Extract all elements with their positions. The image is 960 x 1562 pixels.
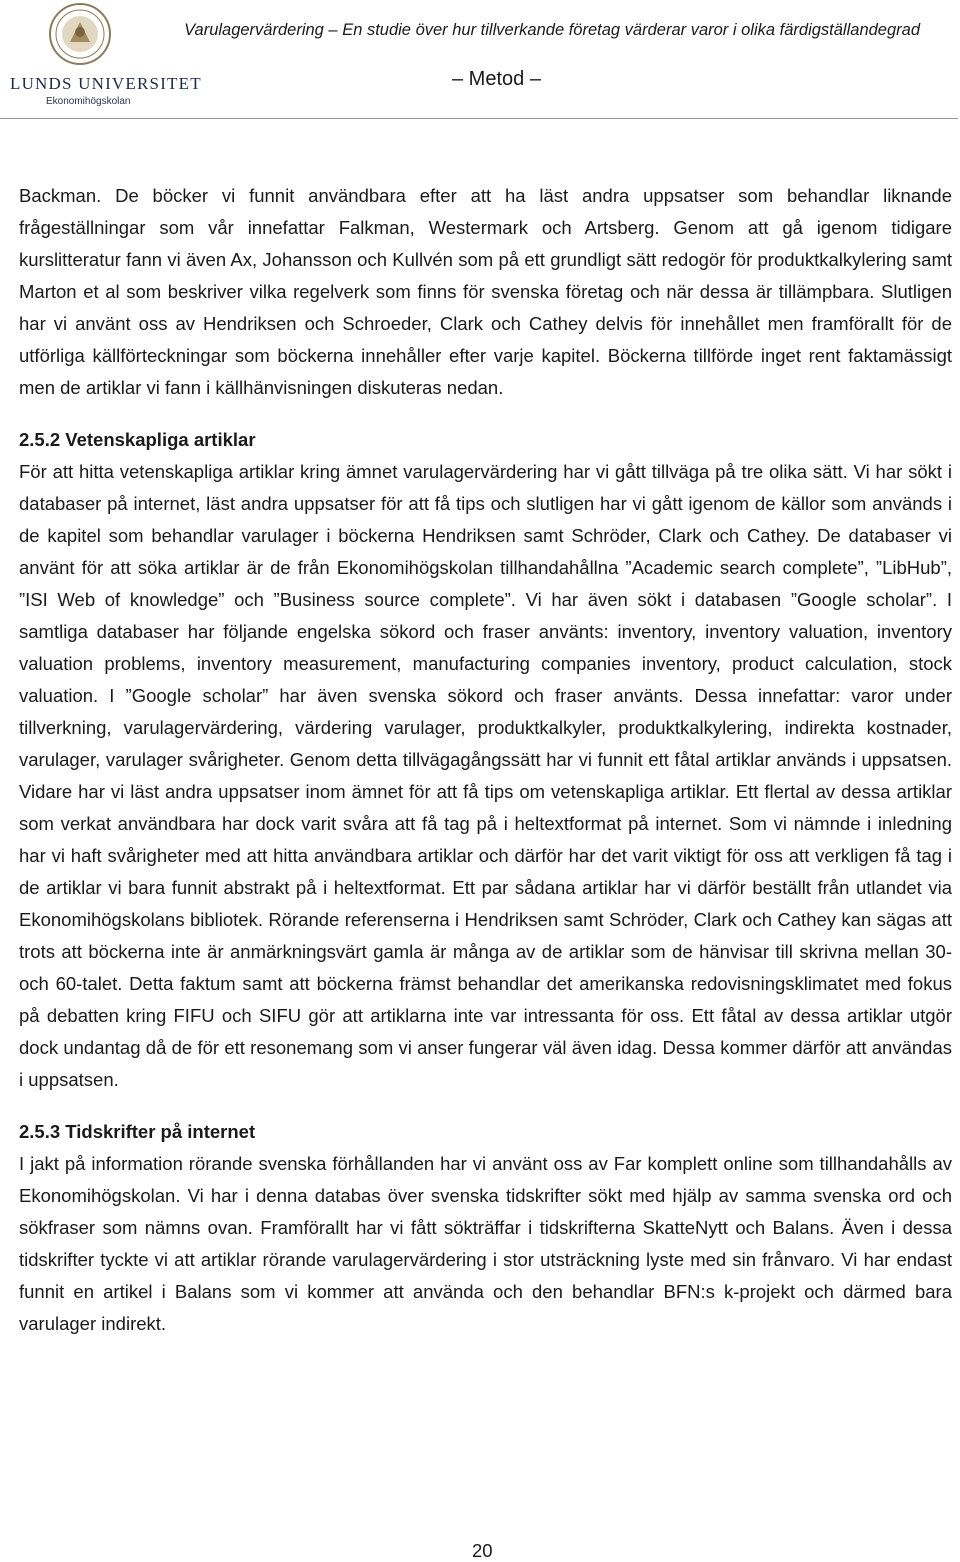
section-2-5-2-paragraph: För att hitta vetenskapliga artiklar kring ämnet varulagervärdering har vi gått tillväga på tre olika sätt. Vi har sökt i databaser på internet, läst andra uppsatser för att få tips och slutligen har vi gått igenom de källor som används i de kapitel som behandlar varulager i böckerna Hendriksen samt Schröder, Clark och Cathey. De databaser vi använt för att söka artiklar är de från Ekonomihögskolan tillhandahållna ”Academic search complete”, ”LibHub”, ”ISI Web of knowledge” och ”Business source complete”. Vi har även sökt i databasen ”Google scholar”. I samtliga databaser har följande engelska sökord och fraser använts: inventory, inventory valuation, inventory valuation problems, inventory measurement, manufacturing companies inventory, product calculation, stock valuation. I ”Google scholar” har även svenska sökord och fraser använts. Dessa innefattar: varor under tillverkning, varulagervärdering, värdering varulager, produktkalkyler, produktkalkylering, indirekta kostnader, varulager, varulager svårigheter. Genom detta tillvägagångssätt har vi funnit ett fåtal artiklar används i uppsatsen. Vidare har vi läst andra uppsatser inom ämnet för att få tips om vetenskapliga artiklar. Ett flertal av dessa artiklar som verkat användbara har dock varit svåra att få tag på i heltextformat på internet. Som vi nämnde i inledning har vi haft svårigheter med att hitta användbara artiklar och därför har det varit viktigt för oss att verkligen få tag i de artiklar vi bara funnit abstrakt på i heltextformat. Ett par sådana artiklar har vi därför beställt från utlandet via Ekonomihögskolans bibliotek. Rörande referenserna i Hendriksen samt Schröder, Clark och Cathey kan sägas att trots att böckerna inte är anmärkningsvärt gamla är många av de artiklar som de hänvisar till skrivna mellan 30- och 60-talet. Detta faktum samt att böckerna främst behandlar det amerikanska redovisningsklimatet med fokus på debatten kring FIFU och SIFU gör att artiklarna inte var intressanta för oss. Ett fåtal av dessa artiklar utgör dock undantag då de för ett resonemang som vi anser fungerar väl även idag. Dessa kommer därför att användas i uppsatsen. (19, 461, 952, 1090)
section-2-5-3-paragraph: I jakt på information rörande svenska förhållanden har vi använt oss av Far komplett online som tillhandahålls av Ekonomihögskolan. Vi har i denna databas över svenska tidskrifter sökt med hjälp av samma svenska ord och sökfraser som nämns ovan. Framförallt har vi fått sökträffar i tidskrifterna SkatteNytt och Balans. Även i dessa tidskrifter tyckte vi att artiklar rörande varulagervärdering i stor utsträckning lyste med sin frånvaro. Vi har endast funnit en artikel i Balans som vi kommer att använda och den behandlar BFN:s k-projekt och därmed bara varulager indirekt. (19, 1153, 952, 1334)
school-name: Ekonomihögskolan (46, 96, 131, 107)
page-number: 20 (472, 1540, 493, 1561)
page-header (0, 0, 960, 125)
university-logo (6, 2, 202, 107)
header-divider (0, 118, 958, 119)
university-seal-icon (48, 2, 112, 66)
intro-paragraph: Backman. De böcker vi funnit användbara efter att ha läst andra uppsatser som behandlar liknande frågeställningar som vår innefattar Falkman, Westermark och Artsberg. Genom att gå igenom tidigare kurslitteratur fann vi även Ax, Johansson och Kullvén som på ett grundligt sätt redogör för produktkalkylering samt Marton et al som beskriver vilka regelverk som finns för svenska företag och när dessa är tillämpbara. Slutligen har vi använt oss av Hendriksen och Schroeder, Clark och Cathey delvis för innehållet men framförallt för de utförliga källförteckningar som böckerna innehåller efter varje kapitel. Böckerna tillförde inget rent faktamässigt men de artiklar vi fann i källhänvisningen diskuteras nedan. (19, 185, 952, 398)
page-content (19, 180, 952, 1340)
section-label: – Metod – (452, 68, 541, 90)
university-name: LUNDS UNIVERSITET (10, 74, 202, 93)
section-heading-2-5-2: 2.5.2 Vetenskapliga artiklar (19, 429, 256, 450)
running-title: Varulagervärdering – En studie över hur tillverkande företag värderar varor i olika färdigställandegrad (184, 21, 920, 39)
section-heading-2-5-3: 2.5.3 Tidskrifter på internet (19, 1121, 256, 1142)
